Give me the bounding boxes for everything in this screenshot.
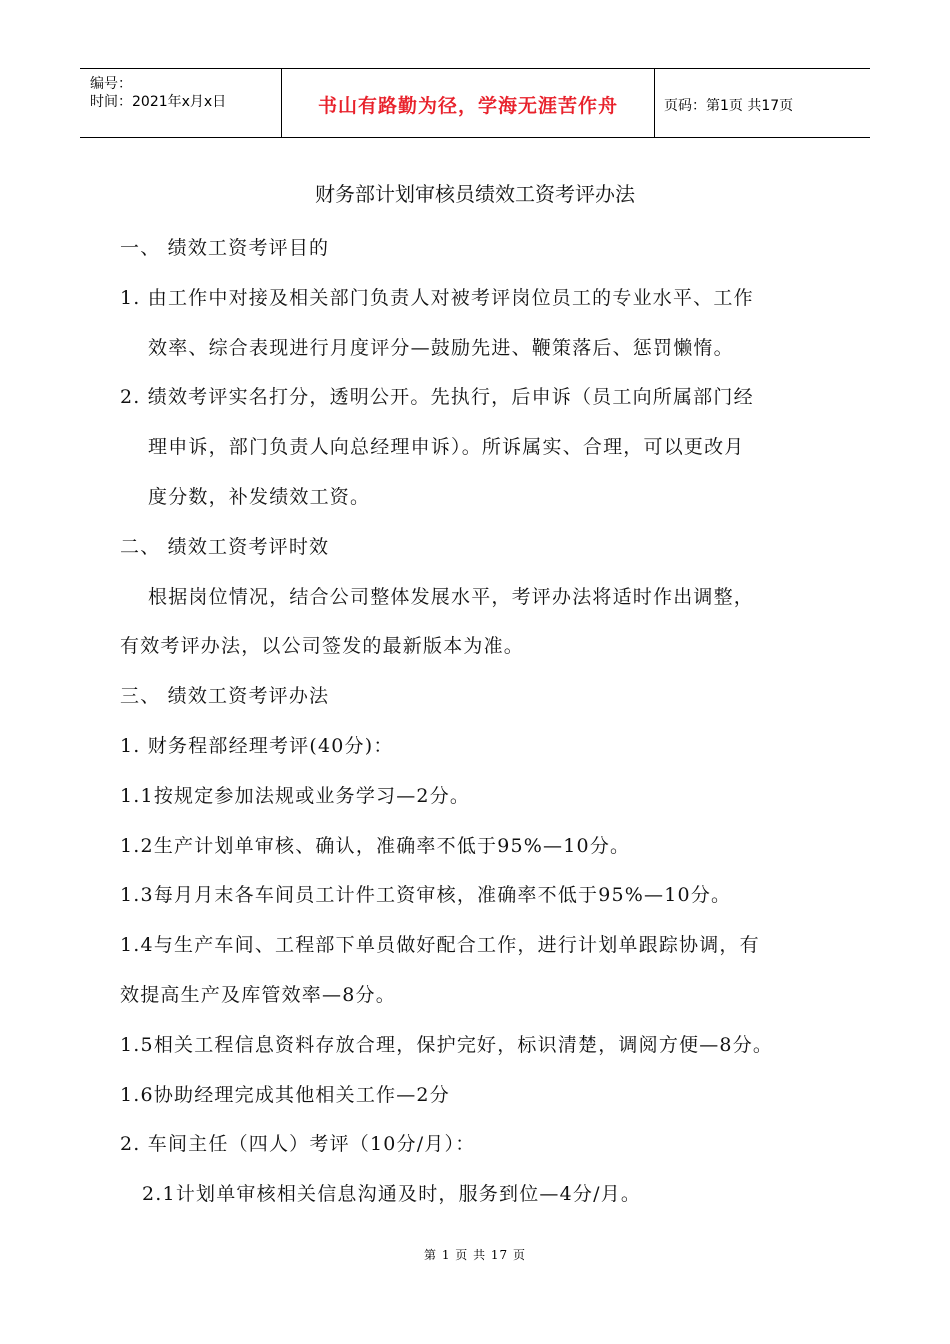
list-item: 1.1按规定参加法规或业务学习—2分。 <box>120 785 471 807</box>
document-title: 财务部计划审核员绩效工资考评办法 <box>315 182 635 206</box>
list-item: 1.5相关工程信息资料存放合理，保护完好，标识清楚，调阅方便—8分。 <box>120 1034 774 1056</box>
number-label: 编号： <box>90 76 132 92</box>
paragraph-line: 1. 由工作中对接及相关部门负责人对被考评岗位员工的专业水平、工作 <box>120 287 754 309</box>
list-item: 1.3每月月末各车间员工计件工资审核，准确率不低于95%—10分。 <box>120 884 732 906</box>
paragraph-line: 2. 绩效考评实名打分，透明公开。先执行，后申诉（员工向所属部门经 <box>120 386 754 408</box>
motto-text: 书山有路勤为径，学海无涯苦作舟 <box>317 95 618 117</box>
paragraph-line: 理申诉，部门负责人向总经理申诉）。所诉属实、合理，可以更改月 <box>148 436 745 458</box>
list-item: 1.4与生产车间、工程部下单员做好配合工作，进行计划单跟踪协调，有 <box>120 934 760 956</box>
time-label: 时间：2021年x月x日 <box>90 94 227 110</box>
list-item: 1.6协助经理完成其他相关工作—2分 <box>120 1084 450 1106</box>
list-item: 2.1计划单审核相关信息沟通及时，服务到位—4分/月。 <box>142 1183 642 1205</box>
page-footer: 第 1 页 共 17 页 <box>424 1248 526 1262</box>
paragraph-line: 度分数，补发绩效工资。 <box>148 486 371 508</box>
list-item: 效提高生产及库管效率—8分。 <box>120 984 396 1006</box>
section-heading-1: 一、 绩效工资考评目的 <box>120 237 330 259</box>
document-header <box>80 68 870 138</box>
list-item: 2. 车间主任（四人）考评（10分/月）： <box>120 1133 476 1155</box>
paragraph-line: 根据岗位情况，结合公司整体发展水平，考评办法将适时作出调整， <box>148 586 755 608</box>
list-item: 1.2生产计划单审核、确认，准确率不低于95%—10分。 <box>120 835 631 857</box>
header-meta-cell <box>80 69 280 137</box>
header-page-cell <box>654 69 870 137</box>
paragraph-line: 有效考评办法，以公司签发的最新版本为准。 <box>120 635 525 657</box>
section-heading-2: 二、 绩效工资考评时效 <box>120 536 330 558</box>
paragraph-line: 效率、综合表现进行月度评分—鼓励先进、鞭策落后、惩罚懒惰。 <box>148 337 734 359</box>
header-motto-cell <box>281 69 655 137</box>
section-heading-3: 三、 绩效工资考评办法 <box>120 685 330 707</box>
list-item: 1. 财务程部经理考评(40分)： <box>120 735 394 757</box>
page-info: 页码：第1页 共17页 <box>664 98 794 114</box>
